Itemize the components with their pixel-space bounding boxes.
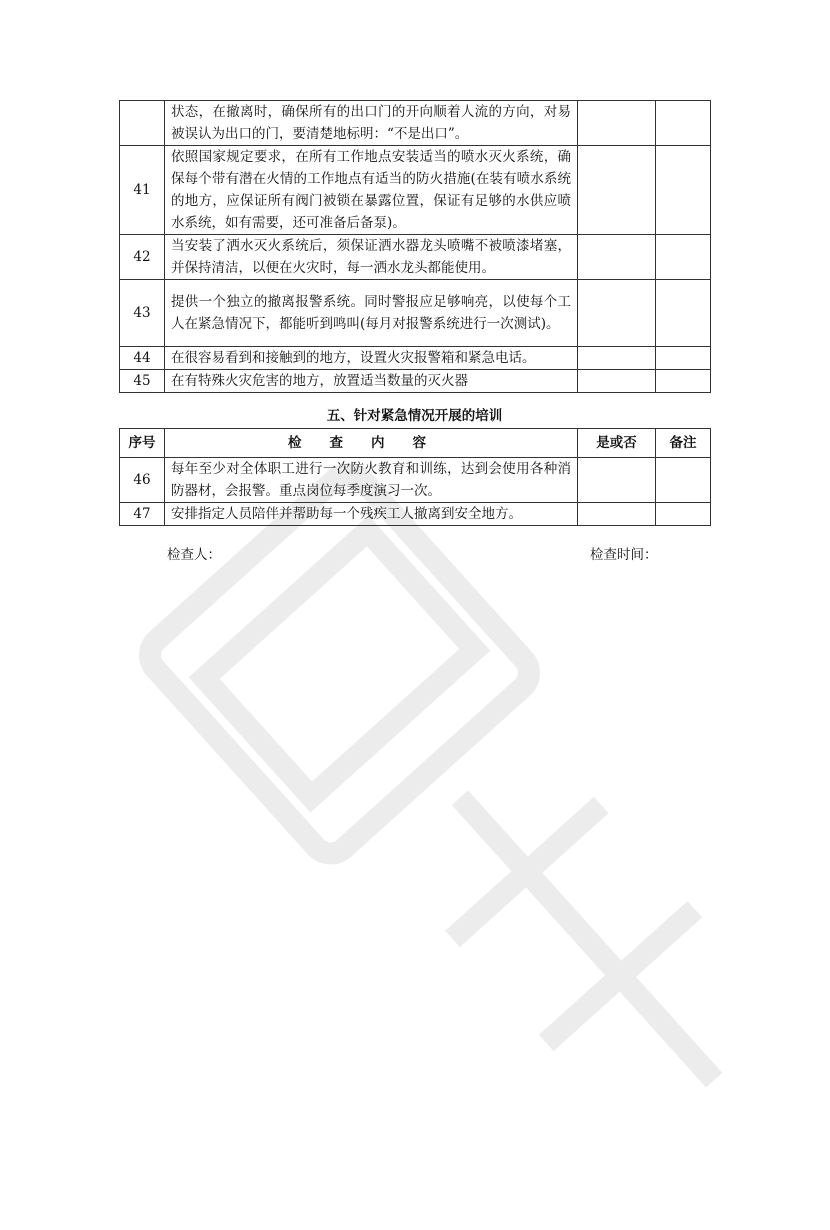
yes-no-cell[interactable] (578, 370, 656, 393)
inspection-time-label: 检查时间： (590, 547, 658, 563)
row-number: 41 (120, 146, 165, 235)
remark-cell[interactable] (656, 347, 711, 370)
yes-no-cell[interactable] (578, 458, 656, 503)
emergency-training-table (119, 428, 711, 526)
row-number: 42 (120, 235, 165, 280)
row-content: 当安装了洒水灭火系统后，须保证洒水器龙头喷嘴不被喷漆堵塞，并保持清洁，以便在火灾时，每一洒水龙头都能使用。 (165, 235, 578, 280)
table-row (120, 146, 711, 235)
yes-no-cell[interactable] (578, 503, 656, 526)
section-title: 五、针对紧急情况开展的培训 (326, 408, 503, 424)
remark-cell[interactable] (656, 458, 711, 503)
table-row (120, 370, 711, 393)
table-row (120, 503, 711, 526)
header-content: 检查内容 (165, 429, 578, 458)
table-row (120, 458, 711, 503)
remark-cell[interactable] (656, 370, 711, 393)
row-content: 安排指定人员陪伴并帮助每一个残疾工人撤离到安全地方。 (165, 503, 578, 526)
fire-safety-checklist-table (119, 100, 711, 393)
header-remark: 备注 (656, 429, 711, 458)
row-number: 44 (120, 347, 165, 370)
row-number: 43 (120, 280, 165, 347)
row-content: 每年至少对全体职工进行一次防火教育和训练，达到会使用各种消防器材，会报警。重点岗位每季度演习一次。 (165, 458, 578, 503)
row-content: 在有特殊火灾危害的地方，放置适当数量的灭火器 (165, 370, 578, 393)
yes-no-cell[interactable] (578, 101, 656, 146)
table-row (120, 235, 711, 280)
table-row (120, 347, 711, 370)
row-content: 提供一个独立的撤离报警系统。同时警报应足够响亮，以使每个工人在紧急情况下，都能听到鸣叫(每月对报警系统进行一次测试)。 (165, 280, 578, 347)
watermark-graphic (85, 410, 830, 1230)
header-number: 序号 (120, 429, 165, 458)
inspector-label: 检查人： (167, 547, 221, 563)
table-row (120, 101, 711, 146)
row-number: 45 (120, 370, 165, 393)
row-content: 在很容易看到和接触到的地方，设置火灾报警箱和紧急电话。 (165, 347, 578, 370)
remark-cell[interactable] (656, 280, 711, 347)
table-row (120, 280, 711, 347)
yes-no-cell[interactable] (578, 146, 656, 235)
header-row (120, 429, 711, 458)
row-number: 47 (120, 503, 165, 526)
remark-cell[interactable] (656, 503, 711, 526)
yes-no-cell[interactable] (578, 280, 656, 347)
remark-cell[interactable] (656, 235, 711, 280)
yes-no-cell[interactable] (578, 347, 656, 370)
header-yes-no: 是或否 (578, 429, 656, 458)
yes-no-cell[interactable] (578, 235, 656, 280)
row-content: 状态，在撤离时，确保所有的出口门的开向顺着人流的方向，对易被误认为出口的门，要清楚地标明：“不是出口”。 (165, 101, 578, 146)
remark-cell[interactable] (656, 146, 711, 235)
row-content: 依照国家规定要求，在所有工作地点安装适当的喷水灭火系统，确保每个带有潜在火情的工作地点有适当的防火措施(在装有喷水系统的地方，应保证所有阀门被锁在暴露位置，保证有足够的水供应喷水系统，如有需要，还可准备后备泵)。 (165, 146, 578, 235)
remark-cell[interactable] (656, 101, 711, 146)
row-number (120, 101, 165, 146)
row-number: 46 (120, 458, 165, 503)
